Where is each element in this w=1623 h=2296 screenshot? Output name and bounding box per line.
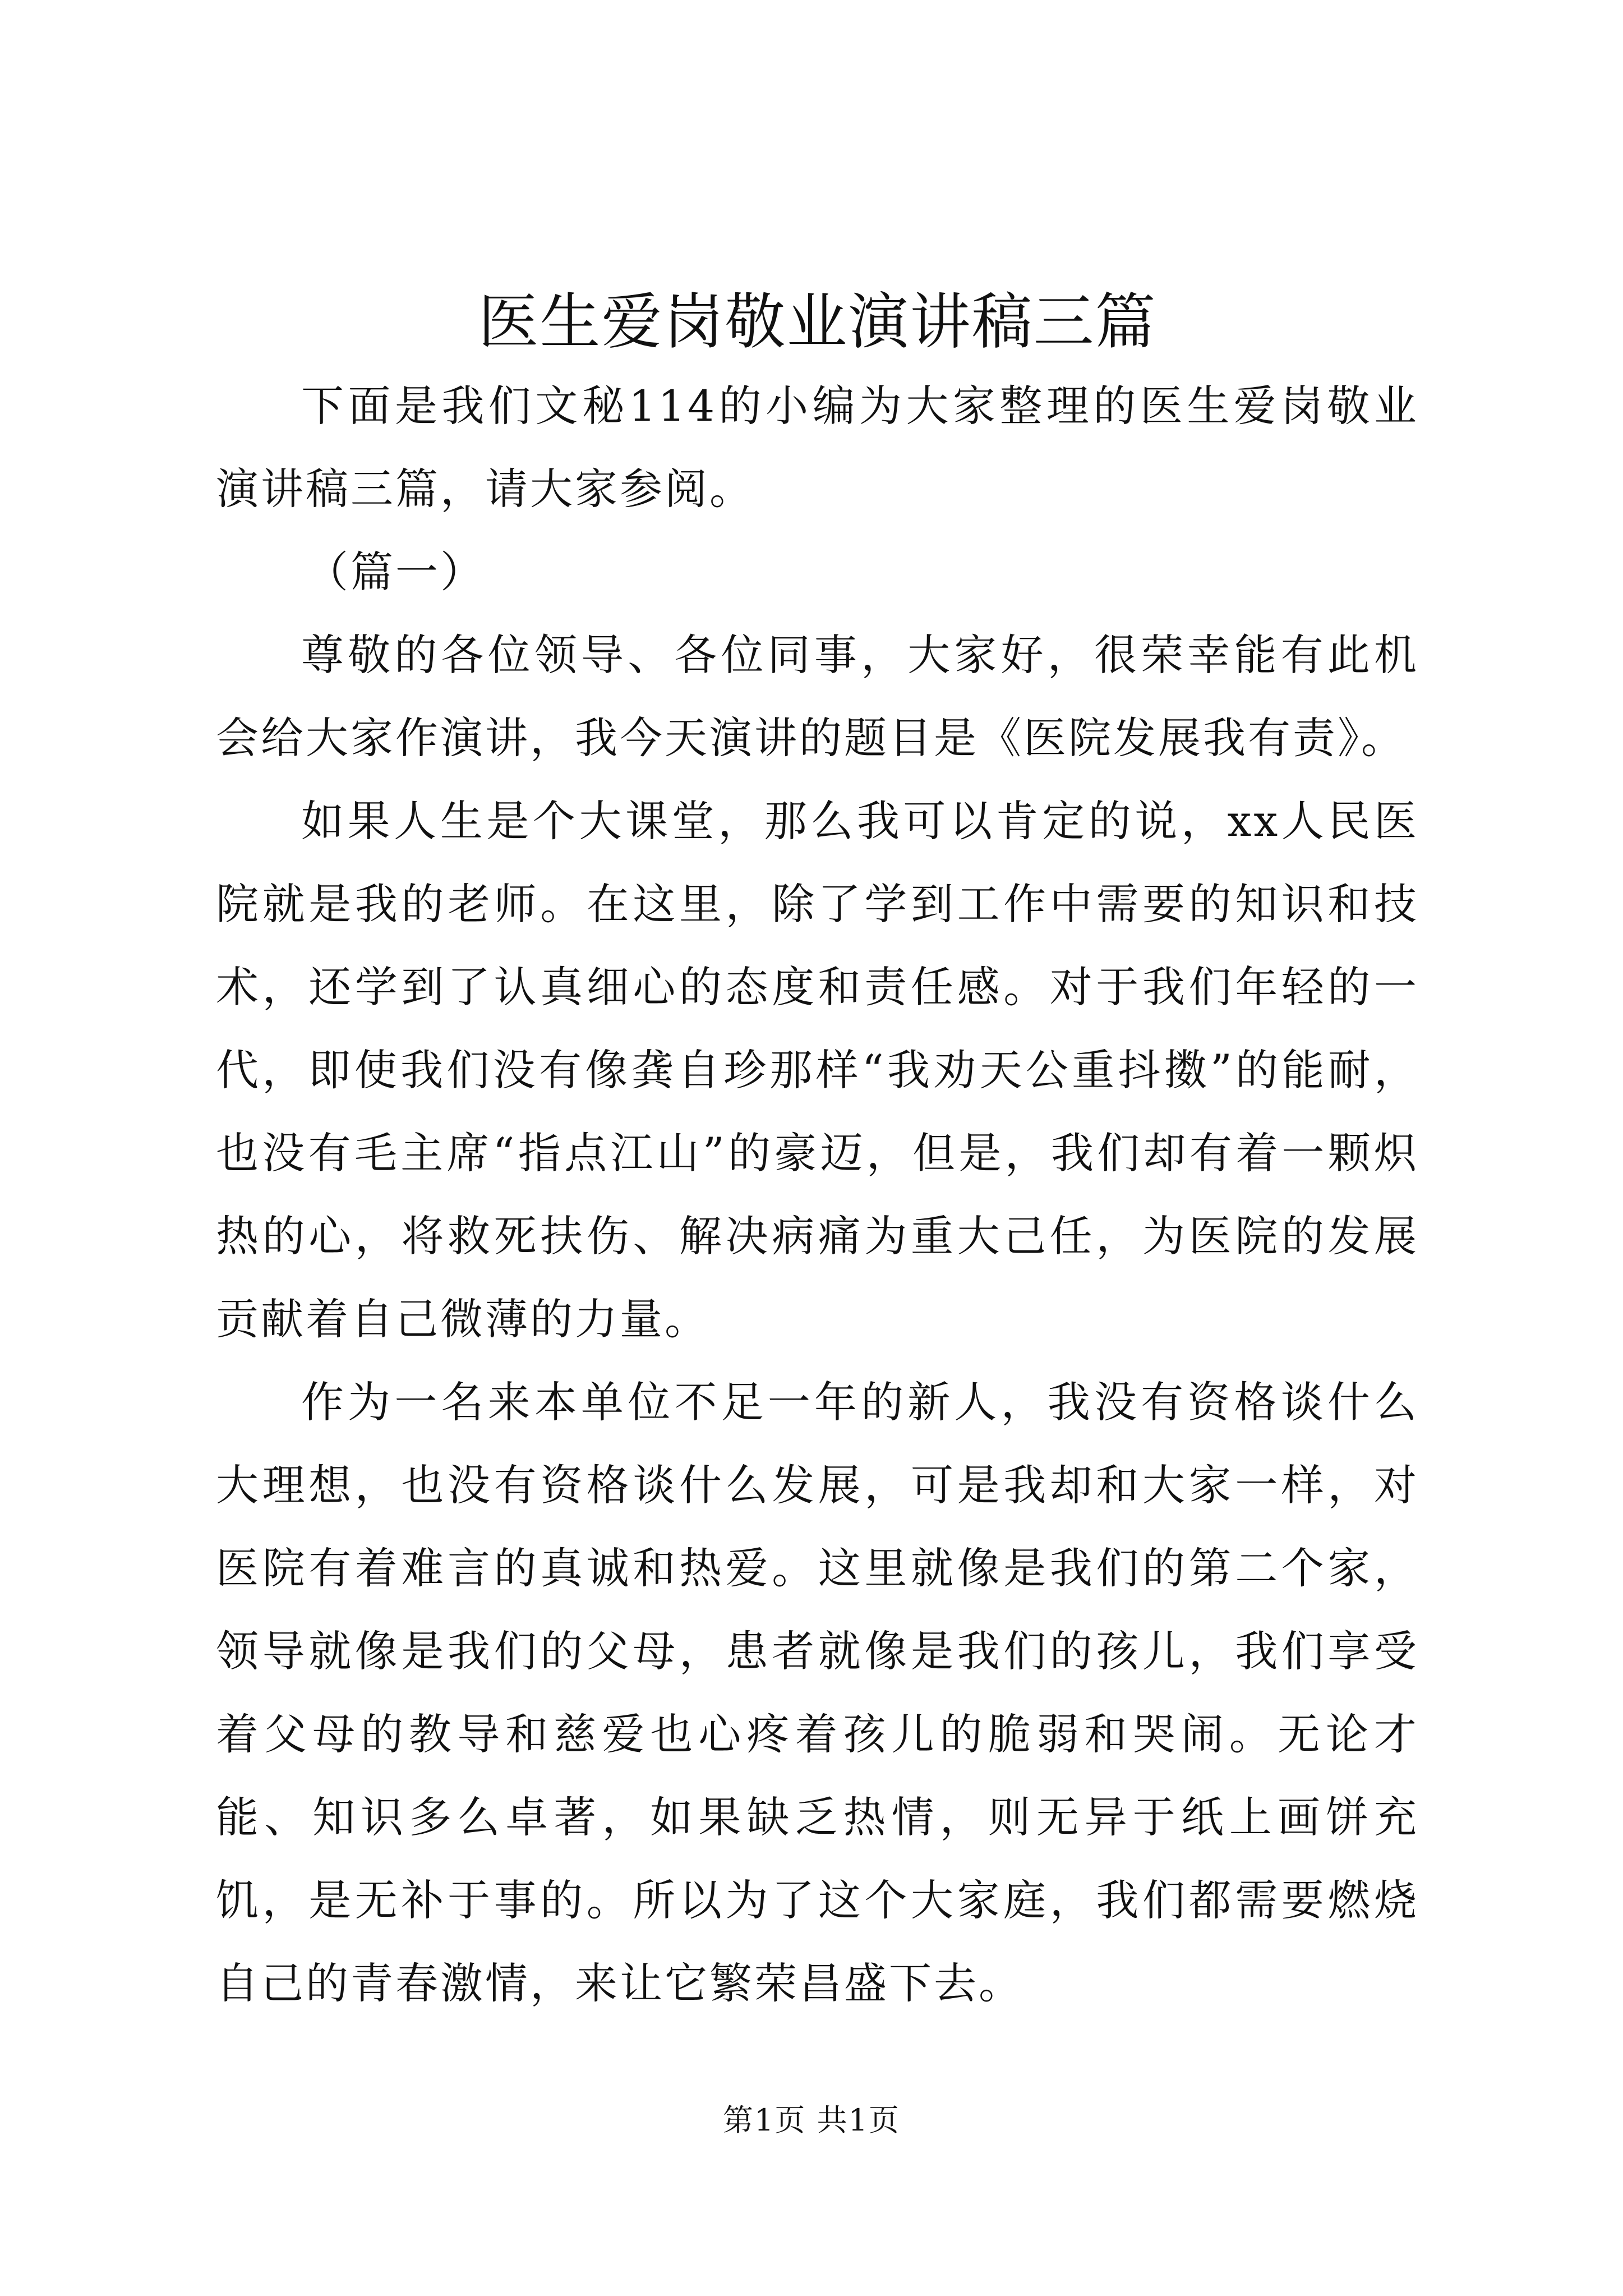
document-body (216, 280, 1419, 2025)
page-number-footer: 第1页 共1页 (723, 2102, 900, 2138)
section-heading: （篇一） (306, 547, 485, 597)
document-title: 医生爱岗敬业演讲稿三篇 (478, 287, 1157, 357)
body-paragraph: 尊敬的各位领导、各位同事，大家好，很荣幸能有此机会给大家作演讲，我今天演讲的题目是《医院发展我有责》。 (216, 630, 1419, 763)
body-paragraph: 如果人生是个大课堂，那么我可以肯定的说，xx人民医院就是我的老师。在这里，除了学到工作中需要的知识和技术，还学到了认真细心的态度和责任感。对于我们年轻的一代，即使我们没有像龚自珍那样“我劝天公重抖擞”的能耐，也没有毛主席“指点江山”的豪迈，但是，我们却有着一颗炽热的心，将救死扶伤、解决病痛为重大己任，为医院的发展贡献着自己微薄的力量。 (216, 796, 1419, 1344)
body-paragraph: 作为一名来本单位不足一年的新人，我没有资格谈什么大理想，也没有资格谈什么发展，可是我却和大家一样，对医院有着难言的真诚和热爱。这里就像是我们的第二个家，领导就像是我们的父母，患者就像是我们的孩儿，我们享受着父母的教导和慈爱也心疼着孩儿的脆弱和哭闹。无论才能、知识多么卓著，如果缺乏热情，则无异于纸上画饼充饥，是无补于事的。所以为了这个大家庭，我们都需要燃烧自己的青春激情，来让它繁荣昌盛下去。 (216, 1377, 1419, 2008)
intro-paragraph: 下面是我们文秘114的小编为大家整理的医生爱岗敬业演讲稿三篇，请大家参阅。 (216, 381, 1419, 514)
